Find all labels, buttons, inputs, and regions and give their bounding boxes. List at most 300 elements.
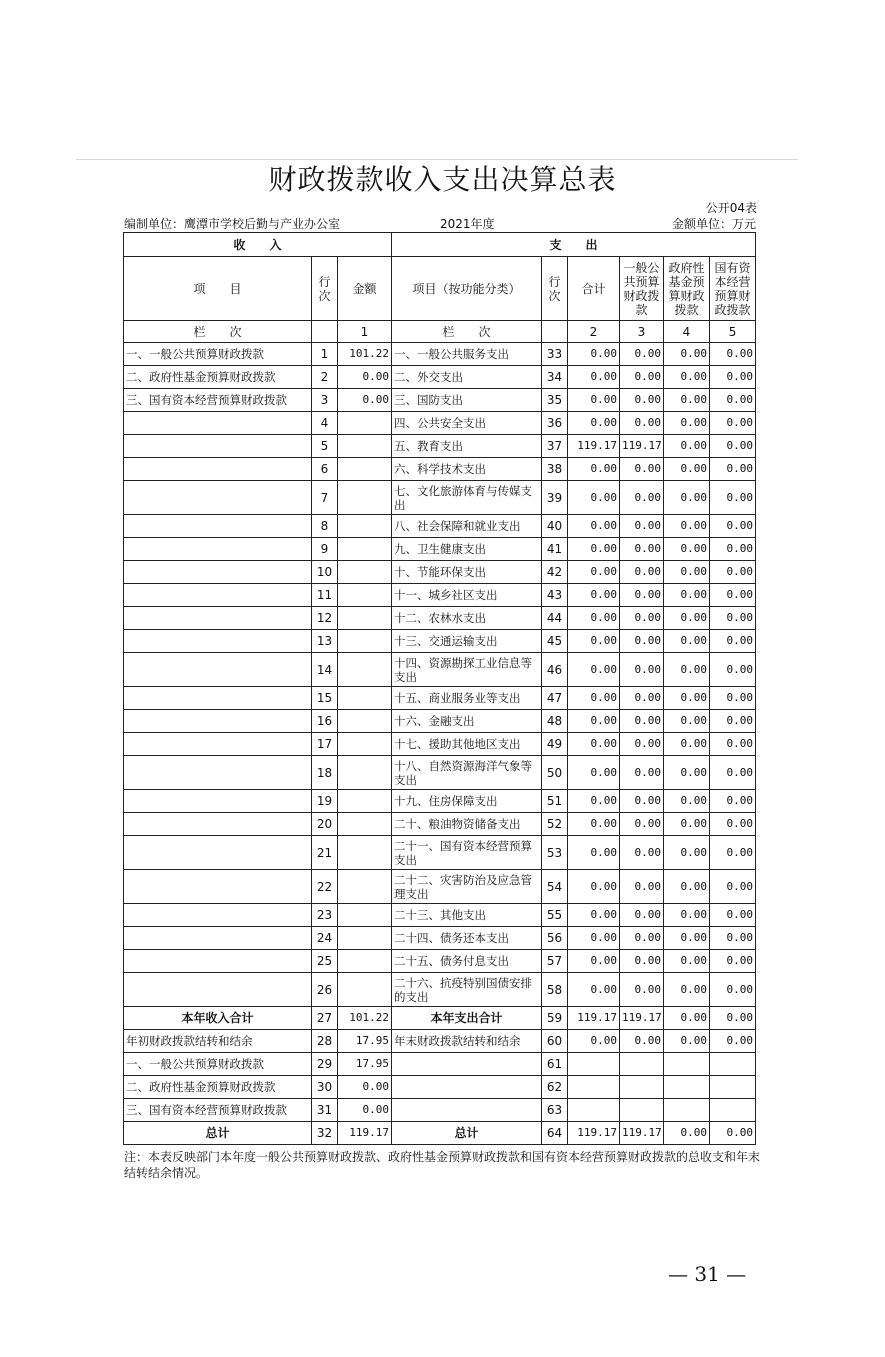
table-row bbox=[124, 973, 756, 1007]
income-item bbox=[124, 653, 312, 687]
income-amount bbox=[338, 756, 392, 790]
prepared-by: 编制单位：鹰潭市学校后勤与产业办公室 bbox=[124, 217, 341, 231]
income-item bbox=[124, 435, 312, 458]
expense-total: 0.00 bbox=[568, 950, 620, 973]
expense-total: 0.00 bbox=[568, 813, 620, 836]
expense-gov-fund: 0.00 bbox=[664, 927, 710, 950]
income-row-no: 1 bbox=[312, 343, 338, 366]
income-row-no: 14 bbox=[312, 653, 338, 687]
expense-soe: 0.00 bbox=[710, 515, 756, 538]
income-amount: 17.95 bbox=[338, 1053, 392, 1076]
income-row-no: 23 bbox=[312, 904, 338, 927]
expense-gov-fund: 0.00 bbox=[664, 1122, 710, 1145]
expense-general: 0.00 bbox=[620, 973, 664, 1007]
expense-soe: 0.00 bbox=[710, 927, 756, 950]
income-item bbox=[124, 458, 312, 481]
table-row bbox=[124, 756, 756, 790]
income-row-no: 5 bbox=[312, 435, 338, 458]
col-num-5: 5 bbox=[710, 321, 756, 343]
expense-general: 0.00 bbox=[620, 458, 664, 481]
lanci-in: 栏 次 bbox=[124, 321, 312, 343]
expense-gov-fund: 0.00 bbox=[664, 687, 710, 710]
expense-item: 十九、住房保障支出 bbox=[392, 790, 542, 813]
table-note: 注：本表反映部门本年度一般公共预算财政拨款、政府性基金预算财政拨款和国有资本经营预算财政拨款的总收支和年末结转结余情况。 bbox=[124, 1150, 761, 1180]
income-item bbox=[124, 836, 312, 870]
expense-gov-fund: 0.00 bbox=[664, 412, 710, 435]
expense-general: 0.00 bbox=[620, 481, 664, 515]
income-item bbox=[124, 538, 312, 561]
expense-soe: 0.00 bbox=[710, 412, 756, 435]
expense-gov-fund: 0.00 bbox=[664, 710, 710, 733]
income-row-no: 28 bbox=[312, 1030, 338, 1053]
table-row bbox=[124, 1007, 756, 1030]
expense-soe: 0.00 bbox=[710, 756, 756, 790]
table-row bbox=[124, 790, 756, 813]
empty-cell bbox=[312, 321, 338, 343]
income-row-no: 17 bbox=[312, 733, 338, 756]
income-item bbox=[124, 790, 312, 813]
expense-total: 0.00 bbox=[568, 904, 620, 927]
table-row bbox=[124, 1122, 756, 1145]
income-row-no: 4 bbox=[312, 412, 338, 435]
table-row bbox=[124, 366, 756, 389]
income-amount bbox=[338, 813, 392, 836]
expense-total: 119.17 bbox=[568, 1007, 620, 1030]
expense-item: 总计 bbox=[392, 1122, 542, 1145]
expense-row-no: 59 bbox=[542, 1007, 568, 1030]
expense-item bbox=[392, 1099, 542, 1122]
income-row-no: 15 bbox=[312, 687, 338, 710]
expense-soe: 0.00 bbox=[710, 1122, 756, 1145]
expense-total: 0.00 bbox=[568, 366, 620, 389]
expense-total: 0.00 bbox=[568, 790, 620, 813]
col-amount: 金额 bbox=[338, 257, 392, 321]
expense-row-no: 64 bbox=[542, 1122, 568, 1145]
expense-row-no: 57 bbox=[542, 950, 568, 973]
income-amount bbox=[338, 538, 392, 561]
expense-row-no: 36 bbox=[542, 412, 568, 435]
column-header-row bbox=[124, 257, 756, 321]
expense-gov-fund: 0.00 bbox=[664, 733, 710, 756]
expense-gov-fund: 0.00 bbox=[664, 515, 710, 538]
expense-gov-fund: 0.00 bbox=[664, 389, 710, 412]
expense-row-no: 53 bbox=[542, 836, 568, 870]
income-row-no: 16 bbox=[312, 710, 338, 733]
income-amount bbox=[338, 790, 392, 813]
income-amount: 0.00 bbox=[338, 1099, 392, 1122]
expense-row-no: 63 bbox=[542, 1099, 568, 1122]
expense-item: 六、科学技术支出 bbox=[392, 458, 542, 481]
expense-header: 支 出 bbox=[392, 233, 756, 257]
expense-row-no: 48 bbox=[542, 710, 568, 733]
income-amount: 0.00 bbox=[338, 366, 392, 389]
table-row bbox=[124, 1076, 756, 1099]
expense-general: 0.00 bbox=[620, 630, 664, 653]
expense-general: 0.00 bbox=[620, 584, 664, 607]
table-row bbox=[124, 630, 756, 653]
expense-total: 0.00 bbox=[568, 927, 620, 950]
expense-row-no: 58 bbox=[542, 973, 568, 1007]
expense-general: 0.00 bbox=[620, 836, 664, 870]
income-amount bbox=[338, 412, 392, 435]
expense-gov-fund bbox=[664, 1076, 710, 1099]
expense-soe: 0.00 bbox=[710, 710, 756, 733]
col-num-2: 2 bbox=[568, 321, 620, 343]
expense-gov-fund: 0.00 bbox=[664, 1007, 710, 1030]
expense-total: 119.17 bbox=[568, 1122, 620, 1145]
income-row-no: 6 bbox=[312, 458, 338, 481]
income-amount bbox=[338, 435, 392, 458]
expense-soe: 0.00 bbox=[710, 435, 756, 458]
table-row bbox=[124, 710, 756, 733]
expense-total: 0.00 bbox=[568, 1030, 620, 1053]
expense-soe bbox=[710, 1076, 756, 1099]
income-row-no: 20 bbox=[312, 813, 338, 836]
expense-row-no: 37 bbox=[542, 435, 568, 458]
expense-total: 0.00 bbox=[568, 973, 620, 1007]
table-row bbox=[124, 584, 756, 607]
income-item: 二、政府性基金预算财政拨款 bbox=[124, 1076, 312, 1099]
expense-soe: 0.00 bbox=[710, 630, 756, 653]
expense-total: 0.00 bbox=[568, 343, 620, 366]
expense-row-no: 45 bbox=[542, 630, 568, 653]
income-row-no: 22 bbox=[312, 870, 338, 904]
expense-row-no: 55 bbox=[542, 904, 568, 927]
expense-soe: 0.00 bbox=[710, 790, 756, 813]
table-row bbox=[124, 515, 756, 538]
income-item bbox=[124, 904, 312, 927]
income-item bbox=[124, 687, 312, 710]
income-amount: 0.00 bbox=[338, 1076, 392, 1099]
expense-gov-fund: 0.00 bbox=[664, 343, 710, 366]
income-row-no: 18 bbox=[312, 756, 338, 790]
expense-gov-fund bbox=[664, 1099, 710, 1122]
expense-gov-fund: 0.00 bbox=[664, 481, 710, 515]
expense-item: 二十五、债务付息支出 bbox=[392, 950, 542, 973]
expense-soe: 0.00 bbox=[710, 733, 756, 756]
col-item-func: 项目（按功能分类） bbox=[392, 257, 542, 321]
income-item bbox=[124, 973, 312, 1007]
income-item bbox=[124, 870, 312, 904]
income-row-no: 3 bbox=[312, 389, 338, 412]
expense-general: 0.00 bbox=[620, 687, 664, 710]
income-row-no: 8 bbox=[312, 515, 338, 538]
income-amount bbox=[338, 733, 392, 756]
expense-total: 0.00 bbox=[568, 630, 620, 653]
income-amount: 101.22 bbox=[338, 343, 392, 366]
col-num-1: 1 bbox=[338, 321, 392, 343]
income-item: 总计 bbox=[124, 1122, 312, 1145]
expense-general: 0.00 bbox=[620, 733, 664, 756]
income-row-no: 21 bbox=[312, 836, 338, 870]
expense-general bbox=[620, 1099, 664, 1122]
income-row-no: 10 bbox=[312, 561, 338, 584]
table-row bbox=[124, 687, 756, 710]
expense-item: 二十一、国有资本经营预算支出 bbox=[392, 836, 542, 870]
income-amount bbox=[338, 607, 392, 630]
income-amount bbox=[338, 515, 392, 538]
expense-general: 0.00 bbox=[620, 950, 664, 973]
expense-row-no: 47 bbox=[542, 687, 568, 710]
col-general: 一般公共预算财政拨款 bbox=[620, 257, 664, 321]
income-amount bbox=[338, 561, 392, 584]
income-item bbox=[124, 607, 312, 630]
income-amount: 17.95 bbox=[338, 1030, 392, 1053]
expense-row-no: 38 bbox=[542, 458, 568, 481]
expense-soe: 0.00 bbox=[710, 481, 756, 515]
expense-row-no: 40 bbox=[542, 515, 568, 538]
income-row-no: 9 bbox=[312, 538, 338, 561]
income-item bbox=[124, 584, 312, 607]
income-item bbox=[124, 813, 312, 836]
expense-row-no: 34 bbox=[542, 366, 568, 389]
expense-soe: 0.00 bbox=[710, 538, 756, 561]
income-row-no: 29 bbox=[312, 1053, 338, 1076]
expense-row-no: 49 bbox=[542, 733, 568, 756]
income-item: 三、国有资本经营预算财政拨款 bbox=[124, 389, 312, 412]
table-row bbox=[124, 538, 756, 561]
income-item: 本年收入合计 bbox=[124, 1007, 312, 1030]
expense-row-no: 42 bbox=[542, 561, 568, 584]
expense-general: 0.00 bbox=[620, 870, 664, 904]
expense-row-no: 62 bbox=[542, 1076, 568, 1099]
expense-item: 十一、城乡社区支出 bbox=[392, 584, 542, 607]
income-row-no: 11 bbox=[312, 584, 338, 607]
expense-gov-fund: 0.00 bbox=[664, 836, 710, 870]
expense-total: 0.00 bbox=[568, 710, 620, 733]
income-amount bbox=[338, 973, 392, 1007]
income-row-no: 32 bbox=[312, 1122, 338, 1145]
expense-soe: 0.00 bbox=[710, 813, 756, 836]
lanci-out: 栏 次 bbox=[392, 321, 542, 343]
expense-row-no: 46 bbox=[542, 653, 568, 687]
expense-gov-fund: 0.00 bbox=[664, 756, 710, 790]
expense-soe: 0.00 bbox=[710, 366, 756, 389]
expense-item bbox=[392, 1053, 542, 1076]
expense-total: 0.00 bbox=[568, 836, 620, 870]
income-row-no: 26 bbox=[312, 973, 338, 1007]
expense-item: 七、文化旅游体育与传媒支出 bbox=[392, 481, 542, 515]
income-item: 一、一般公共预算财政拨款 bbox=[124, 1053, 312, 1076]
income-header: 收 入 bbox=[124, 233, 392, 257]
col-item: 项 目 bbox=[124, 257, 312, 321]
expense-total: 0.00 bbox=[568, 561, 620, 584]
expense-total: 0.00 bbox=[568, 653, 620, 687]
expense-item: 十七、援助其他地区支出 bbox=[392, 733, 542, 756]
income-amount: 0.00 bbox=[338, 389, 392, 412]
income-row-no: 25 bbox=[312, 950, 338, 973]
expense-item: 十三、交通运输支出 bbox=[392, 630, 542, 653]
expense-total bbox=[568, 1053, 620, 1076]
table-row bbox=[124, 435, 756, 458]
expense-soe: 0.00 bbox=[710, 687, 756, 710]
expense-general: 0.00 bbox=[620, 412, 664, 435]
expense-general: 0.00 bbox=[620, 756, 664, 790]
column-number-row bbox=[124, 321, 756, 343]
expense-soe: 0.00 bbox=[710, 950, 756, 973]
page-title: 财政拨款收入支出决算总表 bbox=[268, 163, 617, 196]
expense-item: 十四、资源勘探工业信息等支出 bbox=[392, 653, 542, 687]
income-item bbox=[124, 412, 312, 435]
expense-row-no: 44 bbox=[542, 607, 568, 630]
expense-general: 0.00 bbox=[620, 927, 664, 950]
expense-total: 0.00 bbox=[568, 607, 620, 630]
col-row-no-out: 行次 bbox=[542, 257, 568, 321]
form-code: 公开04表 bbox=[705, 201, 757, 215]
expense-general: 119.17 bbox=[620, 1122, 664, 1145]
expense-row-no: 39 bbox=[542, 481, 568, 515]
income-item bbox=[124, 630, 312, 653]
expense-row-no: 60 bbox=[542, 1030, 568, 1053]
expense-general: 119.17 bbox=[620, 1007, 664, 1030]
expense-general: 0.00 bbox=[620, 561, 664, 584]
expense-total: 0.00 bbox=[568, 756, 620, 790]
expense-item: 二十三、其他支出 bbox=[392, 904, 542, 927]
income-row-no: 24 bbox=[312, 927, 338, 950]
expense-gov-fund: 0.00 bbox=[664, 973, 710, 1007]
income-item: 三、国有资本经营预算财政拨款 bbox=[124, 1099, 312, 1122]
expense-total: 0.00 bbox=[568, 733, 620, 756]
expense-item: 二十二、灾害防治及应急管理支出 bbox=[392, 870, 542, 904]
expense-gov-fund: 0.00 bbox=[664, 584, 710, 607]
expense-general: 0.00 bbox=[620, 790, 664, 813]
expense-gov-fund: 0.00 bbox=[664, 813, 710, 836]
col-total: 合计 bbox=[568, 257, 620, 321]
col-row-no: 行次 bbox=[312, 257, 338, 321]
income-amount bbox=[338, 950, 392, 973]
income-amount bbox=[338, 481, 392, 515]
income-row-no: 13 bbox=[312, 630, 338, 653]
empty-cell bbox=[542, 321, 568, 343]
table-row bbox=[124, 481, 756, 515]
expense-general: 0.00 bbox=[620, 343, 664, 366]
expense-gov-fund: 0.00 bbox=[664, 904, 710, 927]
table-row bbox=[124, 1099, 756, 1122]
expense-item: 五、教育支出 bbox=[392, 435, 542, 458]
col-num-4: 4 bbox=[664, 321, 710, 343]
table-row bbox=[124, 412, 756, 435]
expense-row-no: 41 bbox=[542, 538, 568, 561]
expense-soe: 0.00 bbox=[710, 653, 756, 687]
expense-total: 0.00 bbox=[568, 389, 620, 412]
income-amount bbox=[338, 584, 392, 607]
expense-item: 十六、金融支出 bbox=[392, 710, 542, 733]
expense-general: 0.00 bbox=[620, 1030, 664, 1053]
income-item: 二、政府性基金预算财政拨款 bbox=[124, 366, 312, 389]
table-row bbox=[124, 1053, 756, 1076]
expense-soe: 0.00 bbox=[710, 343, 756, 366]
expense-general: 119.17 bbox=[620, 435, 664, 458]
expense-item: 九、卫生健康支出 bbox=[392, 538, 542, 561]
expense-soe: 0.00 bbox=[710, 561, 756, 584]
expense-item: 二十、粮油物资储备支出 bbox=[392, 813, 542, 836]
col-soe: 国有资本经营预算财政拨款 bbox=[710, 257, 756, 321]
amount-unit: 金额单位：万元 bbox=[671, 217, 756, 231]
expense-item: 一、一般公共服务支出 bbox=[392, 343, 542, 366]
expense-item: 四、公共安全支出 bbox=[392, 412, 542, 435]
col-gov-fund: 政府性基金预算财政拨款 bbox=[664, 257, 710, 321]
expense-item: 二十四、债务还本支出 bbox=[392, 927, 542, 950]
table-row bbox=[124, 950, 756, 973]
income-amount bbox=[338, 653, 392, 687]
income-row-no: 2 bbox=[312, 366, 338, 389]
expense-gov-fund: 0.00 bbox=[664, 366, 710, 389]
expense-row-no: 56 bbox=[542, 927, 568, 950]
expense-gov-fund: 0.00 bbox=[664, 950, 710, 973]
expense-gov-fund: 0.00 bbox=[664, 653, 710, 687]
table-row bbox=[124, 343, 756, 366]
expense-row-no: 50 bbox=[542, 756, 568, 790]
table-row bbox=[124, 870, 756, 904]
expense-item: 十五、商业服务业等支出 bbox=[392, 687, 542, 710]
expense-gov-fund: 0.00 bbox=[664, 561, 710, 584]
income-item: 年初财政拨款结转和结余 bbox=[124, 1030, 312, 1053]
expense-item: 十八、自然资源海洋气象等支出 bbox=[392, 756, 542, 790]
expense-soe: 0.00 bbox=[710, 389, 756, 412]
income-amount bbox=[338, 836, 392, 870]
expense-soe: 0.00 bbox=[710, 904, 756, 927]
expense-total: 0.00 bbox=[568, 584, 620, 607]
expense-soe: 0.00 bbox=[710, 973, 756, 1007]
expense-total: 0.00 bbox=[568, 481, 620, 515]
expense-general: 0.00 bbox=[620, 515, 664, 538]
income-item bbox=[124, 481, 312, 515]
expense-soe: 0.00 bbox=[710, 584, 756, 607]
income-row-no: 7 bbox=[312, 481, 338, 515]
expense-gov-fund: 0.00 bbox=[664, 790, 710, 813]
income-item bbox=[124, 950, 312, 973]
income-item bbox=[124, 561, 312, 584]
expense-item bbox=[392, 1076, 542, 1099]
income-item: 一、一般公共预算财政拨款 bbox=[124, 343, 312, 366]
expense-general: 0.00 bbox=[620, 607, 664, 630]
income-row-no: 27 bbox=[312, 1007, 338, 1030]
income-amount bbox=[338, 458, 392, 481]
expense-soe bbox=[710, 1053, 756, 1076]
income-amount bbox=[338, 870, 392, 904]
table-row bbox=[124, 927, 756, 950]
expense-row-no: 35 bbox=[542, 389, 568, 412]
table-row bbox=[124, 1030, 756, 1053]
expense-soe: 0.00 bbox=[710, 607, 756, 630]
table-row bbox=[124, 904, 756, 927]
expense-row-no: 52 bbox=[542, 813, 568, 836]
expense-gov-fund: 0.00 bbox=[664, 630, 710, 653]
expense-gov-fund: 0.00 bbox=[664, 870, 710, 904]
expense-item: 八、社会保障和就业支出 bbox=[392, 515, 542, 538]
expense-soe: 0.00 bbox=[710, 458, 756, 481]
expense-total: 0.00 bbox=[568, 458, 620, 481]
income-amount bbox=[338, 687, 392, 710]
expense-general: 0.00 bbox=[620, 813, 664, 836]
expense-soe: 0.00 bbox=[710, 870, 756, 904]
expense-item: 三、国防支出 bbox=[392, 389, 542, 412]
table-row bbox=[124, 813, 756, 836]
expense-general: 0.00 bbox=[620, 710, 664, 733]
expense-general: 0.00 bbox=[620, 538, 664, 561]
expense-soe: 0.00 bbox=[710, 836, 756, 870]
expense-total: 0.00 bbox=[568, 412, 620, 435]
expense-total: 119.17 bbox=[568, 435, 620, 458]
expense-general: 0.00 bbox=[620, 389, 664, 412]
expense-gov-fund: 0.00 bbox=[664, 538, 710, 561]
income-item bbox=[124, 515, 312, 538]
income-amount: 101.22 bbox=[338, 1007, 392, 1030]
income-row-no: 31 bbox=[312, 1099, 338, 1122]
expense-gov-fund: 0.00 bbox=[664, 607, 710, 630]
expense-total: 0.00 bbox=[568, 687, 620, 710]
expense-row-no: 61 bbox=[542, 1053, 568, 1076]
